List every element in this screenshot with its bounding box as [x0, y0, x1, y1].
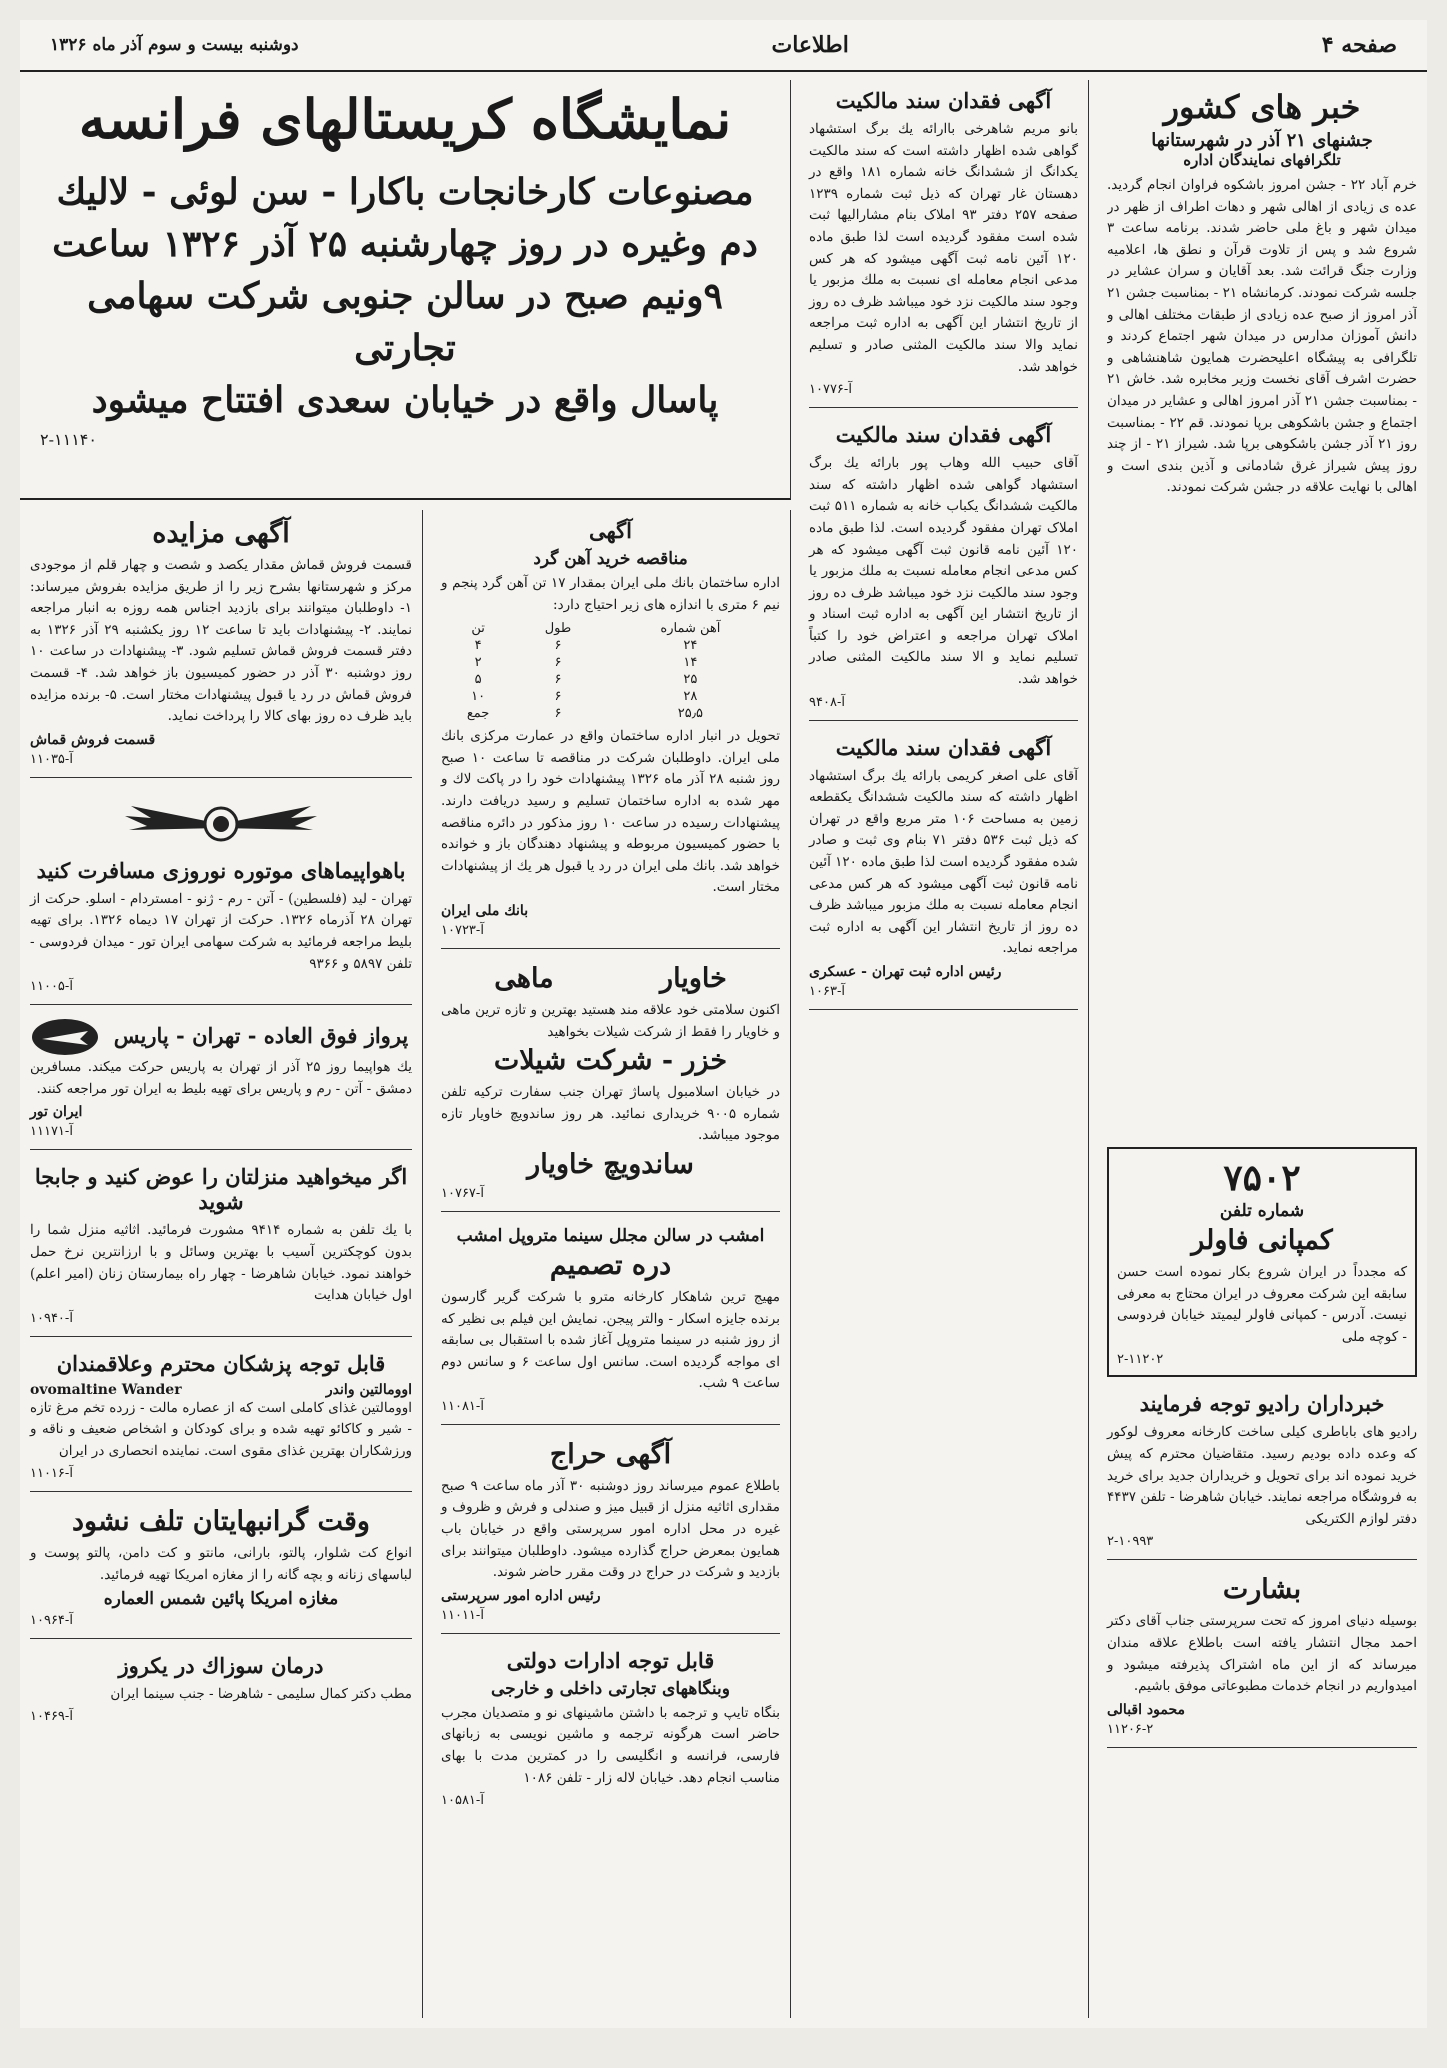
typing-title: قابل توجه ادارات دولتی: [506, 1647, 715, 1673]
table-cell: جمع: [466, 706, 490, 722]
cinema-subtitle: امشب در سالن مجلل سینما متروپل امشب: [456, 1225, 765, 1246]
news-column: [1097, 80, 1427, 2018]
fowler-body: که مجدداً در ایران شروع بکار نموده است حسن سابقه این شرکت معروف در ایران محتاج به معرفی نیست. آدرس - کمپانی فاولر لیمیتد خیابان فردوسی - کوچه ملی: [1117, 1264, 1407, 1345]
sandwich-title: ساندویچ خاویار: [527, 1148, 694, 1180]
table-cell: ۶: [554, 638, 562, 654]
page-number: صفحه ۴: [1321, 32, 1397, 58]
winged-logo-icon: [121, 796, 321, 852]
auction-body: باطلاع عموم میرساند روز دوشنبه ۳۰ آذر ماه ساعت ۹ صبح مقداری اثاثیه منزل از قبیل میز و صندلی و فرش و ظروف و غیره در محل اداره امور سرپرستی واقع در خیابان باب همایون بمعرض حراج گذارده میشود. داوطلبان میتوانند برای بازدید و شرکت در حراج در وقت مقرر حاضر شوند.: [441, 1477, 780, 1581]
news-subheading: جشنهای ۲۱ آذر در شهرستانها: [1151, 130, 1373, 151]
fowler-code: ۲-۱۱۲۰۲: [1117, 1352, 1164, 1368]
deed-notices-column: [799, 80, 1089, 2018]
ovomaltine-body: اوومالتین غذای کاملی است که از عصاره مالت - زرده تخم مرغ تازه - شیر و کاکائو تهیه شده و برای کودکان و اشخاص ضعیف و ناقه و ورزشکاران بهترین غذای مقوی است. نماینده انحصاری در ایران: [30, 1399, 412, 1459]
bisharat-code: ۱۱۲۰۶-۲: [1107, 1721, 1154, 1737]
left-ads-column: [20, 510, 423, 2018]
clinic-title: درمان سوزاك در یکروز: [118, 1652, 324, 1678]
table-cell: ۱۰: [471, 689, 486, 705]
bisharat-sign: محمود اقبالی: [1107, 1701, 1185, 1718]
fowler-ad: [1107, 1147, 1417, 1377]
radio-title: خبرداران رادیو توجه فرمایند: [1139, 1391, 1385, 1417]
auction-code: آ-۱۱۰۱۱: [441, 1607, 484, 1623]
deed-notice-3-body: آقای علی اصغر کریمی بارائه یك برگ استشهاد اظهار داشته که سند مالکیت ششدانگ یکقطعه زمین به مساحت ۱۰۶ متر مربع واقع در تهران که ذیل ثبت ۵۳۶ دفتر ۷۱ بنام وی ثبت و صادر شده مفقود گردیده است لذا طبق ماده ۱۲۰ آئین نامه قانون ثبت آگهی میشود که هر کس مدعی انجام معامله نسبت به ملك مزبور میباشد ظرف ده روز از تاریخ انتشار این آگهی به اداره ثبت مراجعه نماید.: [809, 767, 1079, 957]
bisharat-body: بوسیله دنیای امروز که تحت سرپرستی جناب آقای دکتر احمد مجال انتشار یافته است باطلاع علاقه مندان میرساند که از این ماه اشتراک پذیرفته میشود و امیدواریم در انجام خدمات مطبوعاتی موفق باشیم.: [1107, 1613, 1417, 1695]
clothing-ad: [30, 1498, 412, 1638]
ovomaltine-title: قابل توجه پزشکان محترم وعلاقمندان: [56, 1350, 386, 1376]
radio-ad: [1107, 1383, 1417, 1560]
moving-body: با یك تلفن به شماره ۹۴۱۴ مشورت فرمائید. اثاثیه منزل شما را بدون کوچکترین آسیب با بهترین وسائل و با ارزانترین نرخ حمل خواهند نمود. خیابان شاهرضا - چهار راه بیمارستان زنان (امیر اعلم) اول خیابان هدایت: [30, 1222, 412, 1304]
banner-code: ۲-۱۱۱۴۰: [40, 430, 97, 450]
table-cell: ۲۵٫۵: [677, 706, 703, 722]
tender-ad: [441, 510, 780, 949]
paris-flight-ad: [30, 1011, 412, 1150]
fowler-title: کمپانی فاولر: [1191, 1225, 1333, 1256]
ovomaltine-ad: [30, 1343, 412, 1493]
tender-intro: اداره ساختمان بانك ملی ایران بمقدار ۱۷ تن آهن گرد پنجم و نیم ۶ متری با اندازه های زیر احتیاج دارد:: [441, 575, 781, 613]
fowler-phone: ۷۵۰۲: [1223, 1157, 1301, 1199]
issue-date: دوشنبه بیست و سوم آذر ماه ۱۳۲۶: [50, 35, 299, 55]
typing-code: آ-۱۰۵۸۱: [441, 1793, 484, 1809]
bisharat-ad: [1107, 1566, 1417, 1747]
fish-title: ماهی: [494, 962, 554, 994]
typing-body: بنگاه تایپ و ترجمه با داشتن ماشینهای نو و متصدیان مجرب حاضر است هرگونه ترجمه و ماشین نویسی به زبانهای فارسی، فرانسه و انگلیسی را در کمترین مدت با بهای مناسب انجام دهد. خیابان لاله زار - تلفن ۱۰۸۶: [441, 1704, 780, 1786]
tender-sign: بانك ملی ایران: [441, 902, 529, 919]
deed-notice-1-body: بانو مریم شاهرخی باارائه یك برگ استشهاد گواهی شده اظهار داشته است که سند مالکیت یکدانگ از ششدانگ خانه شماره ۱۸۱ واقع در دهستان غار تهران که ذیل ثبت شماره ۱۲۳۹ صفحه ۲۵۷ دفتر ۹۳ املاک بنام مشارالیها ثبت شده است مفقود گردیده است لذا طبق ماده ۱۲۰ آئین نامه ثبت آگهی میشود که هر کس مدعی انجام معامله ای نسبت به ملك مزبور یا وجود سند مالکیت نزد خود میباشد ظرف ده روز از تاریخ انتشار این آگهی به اداره ثبت مراجعه نماید والا سند مالکیت المثنی صادر و تسلیم خواهد شد.: [809, 121, 1078, 375]
radio-code: ۲-۱۰۹۹۳: [1107, 1534, 1154, 1550]
mozayede-sign: قسمت فروش قماش: [30, 731, 156, 748]
ovomaltine-label-en: ovomaltine Wander: [30, 1381, 182, 1398]
deed-notice-1-code: آ-۱۰۷۷۶: [809, 382, 852, 398]
cinema-body: مهیج ترین شاهکار کارخانه مترو با شرکت گریر گارسون برنده جایزه اسکار - والتر پیجن. نمایش این فیلم بی نظیر که از روز شنبه در سینما متروپل آغاز شده با استقبال بی سابقه ای مواجه گردیده است. سانس اول ساعت ۶ و سانس دوم ساعت ۹ شب.: [441, 1288, 780, 1392]
tender-col-head: تن: [471, 621, 485, 637]
cinema-ad: [441, 1218, 780, 1425]
table-cell: ۶: [554, 672, 562, 688]
news-byline: تلگرافهای نمایندگان اداره: [1183, 151, 1341, 169]
paris-flight-header: [30, 1017, 412, 1057]
banner-line-3: ۹ونیم صبح در سالن جنوبی شرکت سهامی تجارتی: [87, 274, 723, 370]
deed-notice-2-title: آگهی فقدان سند مالکیت: [835, 422, 1052, 448]
table-row: [441, 637, 780, 654]
caviar-code: آ-۱۰۷۶۷: [441, 1185, 484, 1201]
caviar-title: خاویار: [660, 962, 727, 994]
ovomaltine-code: آ-۱۱۰۱۶: [30, 1466, 73, 1482]
airline-body: تهران - لید (فلسطین) - آتن - رم - ژنو - امستردام - اسلو. حرکت از تهران ۲۸ آذرماه ۱۳۲۶. حرکت از تهران ۱۷ دیماه ۱۳۲۶. برای تهیه بلیط مراجعه فرمائید به شرکت سهامی ایران تور - میدان فردوسی - تلفن ۵۸۹۷ و ۹۳۶۶: [30, 890, 413, 972]
banner-line-4: پاسال واقع در خیابان سعدی افتتاح میشود: [91, 379, 719, 422]
deed-notice-2-code: آ-۹۴۰۸: [809, 694, 845, 710]
clothing-title: وقت گرانبهایتان تلف نشود: [72, 1506, 370, 1538]
banner-line-1: مصنوعات کارخانجات باکارا - سن لوئی - لالیك: [56, 170, 754, 213]
airplane-logo-icon: [30, 1017, 100, 1057]
typing-subtitle: وبنگاههای تجارتی داخلی و خارجی: [491, 1678, 730, 1699]
table-cell: ۴: [474, 638, 482, 654]
airline-code: آ-۱۱۰۰۵: [30, 979, 73, 995]
shilat-title: خزر - شرکت شیلات: [493, 1045, 728, 1077]
fowler-phone-label: شماره تلفن: [1219, 1201, 1305, 1221]
ovomaltine-label-fa: اوومالتین واندر: [325, 1381, 412, 1398]
tender-code: آ-۱۰۷۲۳: [441, 922, 484, 938]
paper-name: اطلاعات: [771, 32, 849, 58]
caviar-body-2: در خیابان اسلامبول پاساژ تهران جنب سفارت ترکیه تلفن شماره ۹۰۰۵ خریداری نمائید. هر روز ساندویچ خاویار تازه موجود میباشد.: [441, 1084, 780, 1144]
center-ads-column: [431, 510, 791, 2018]
mozayede-code: آ-۱۱۰۳۵: [30, 751, 73, 767]
table-cell: ۶: [554, 706, 562, 722]
deed-notice-3-sign: رئیس اداره ثبت تهران - عسکری: [809, 964, 1002, 980]
table-cell: ۶: [554, 655, 562, 671]
auction-sign: رئیس اداره امور سرپرستی: [441, 1587, 601, 1604]
mozayede-body: قسمت فروش قماش مقدار یکصد و شصت و چهار قلم از موجودی مرکز و شهرستانها بشرح زیر را از طریق مزایده بفروش میرساند: ۱- داوطلبان میتوانند برای بازدید اجناس همه روزه به انبار مراجعه نمایند. ۲- پیشنهادات باید تا ساعت ۱۲ روز یکشنبه ۲۹ آذر ۱۳۲۶ به دفتر قسمت فروش قماش تسلیم شود. ۳- پیشنهادات در ساعت ۱۰ روز دوشنبه ۳۰ آذر در حضور کمیسیون باز خواهد شد. ۴- قسمت فروش قماش در رد یا قبول پیشنهادات مختار است. ۵- برنده مزایده باید ظرف ده روز بهای کالا را پرداخت نماید.: [30, 557, 413, 725]
airline-title: باهواپیماهای موتوره نوروزی مسافرت کنید: [36, 857, 406, 883]
table-row: [441, 654, 780, 671]
masthead: [20, 20, 1427, 72]
deed-notice-1: [809, 80, 1078, 408]
tender-col-head: طول: [544, 621, 572, 637]
deed-notice-2: [809, 414, 1078, 721]
table-cell: ۲۵: [683, 672, 698, 688]
cinema-code: آ-۱۱۰۸۱: [441, 1398, 484, 1414]
tender-table: [441, 620, 780, 722]
news-body: خرم آباد ۲۲ - جشن امروز باشکوه فراوان انجام گردید. عده ی زیادی از اهالی شهر و دهات اطراف از ظهر در میدان شهر و باغ ملی حاضر شدند. برنامه ساعت ۳ شروع شد و پس از تلاوت قرآن و نطق ها، اعلامیه وزارت جنگ قرائت شد. بعد آقایان و سران عشایر در جلسه شرکت نمودند. کرمانشاه ۲۱ - بمناسبت جشن ۲۱ آذر امروز از صبح عده زیادی از طبقات مختلف اهالی و دانش آموزان مدارس در میدان شهر اجتماع کردند و تلگرافی به پیشگاه اعلیحضرت همایون شاهنشاهی و حضرت اشرف آقای نخست وزیر مخابره شد. خاش ۲۱ - بمناسبت جشن ۲۱ آذر امروز اهالی و عشایر در میدان اجتماع و جشن باشکوهی برپا نمودند. قم ۲۲ - بمناسبت روز ۲۱ آذر جشن باشکوهی برپا شد. شیراز ۲۱ - از چند روز پیش شیراز غرق شادمانی و آذین بندی است و اهالی با نهایت علاقه در جشن شرکت نمودند.: [1107, 177, 1417, 496]
news-heading: خبر های کشور: [1163, 88, 1361, 126]
deed-notice-1-title: آگهی فقدان سند مالکیت: [835, 88, 1052, 113]
table-row: [441, 688, 780, 705]
caviar-header: [441, 961, 780, 1000]
tender-col-head: آهن شماره: [660, 621, 721, 637]
tender-subtitle: مناقصه خرید آهن گرد: [533, 549, 688, 569]
table-cell: ۵: [474, 672, 482, 688]
auction-title: آگهی حراج: [549, 1438, 672, 1470]
clinic-body: مطب دکتر کمال سلیمی - شاهرضا - جنب سینما ایران: [110, 1685, 412, 1702]
deed-notice-3-code: آ-۱۰۶۳: [809, 984, 845, 999]
auction-ad: [441, 1431, 780, 1634]
crystal-exhibition-banner: [20, 80, 791, 500]
cinema-title: دره تصمیم: [549, 1249, 672, 1281]
newspaper-page: [20, 20, 1427, 2028]
mozayede-title: آگهی مزایده: [152, 518, 290, 549]
table-cell: ۲۸: [683, 689, 698, 705]
clinic-code: آ-۱۰۴۶۹: [30, 1709, 73, 1725]
deed-notice-2-body: آقای حبیب الله وهاب پور بارائه یك برگ استشهاد گواهی شده اظهار داشته که سند مالکیت ششدانگ یکباب خانه به شماره ۵۱۱ ثبت املاک تهران مفقود گردیده است. لذا طبق ماده ۱۲۰ آئین نامه قانون ثبت آگهی میشود که هر کس مدعی انجام معامله نسبت به ملك مزبور یا وجود سند مالکیت نزد خود میباشد ظرف ده روز از تاریخ انتشار این آگهی به اداره ثبت اسناد و املاک تهران مراجعه و اعتراض خود را کتباً تسلیم نماید و الا سند مالکیت المثنی صادر خواهد شد.: [809, 455, 1078, 688]
airline-emblem: [30, 796, 412, 852]
typing-ad: [441, 1640, 780, 1818]
caviar-body: اکنون سلامتی خود علاقه مند هستید بهترین و تازه ترین ماهی و خاویار را فقط از شرکت شیلات بخواهید: [441, 1001, 780, 1040]
clothing-sign: مغازه امریکا پائین شمس العماره: [103, 1588, 339, 1609]
table-cell: ۲۴: [683, 638, 698, 654]
moving-ad: [30, 1156, 412, 1336]
tender-body: تحویل در انبار اداره ساختمان واقع در عمارت مرکزی بانك ملی ایران. داوطلبان شرکت در مناقصه تا ساعت ۱۰ صبح روز شنبه ۲۸ آذر ماه ۱۳۲۶ پیشنهادات خود را در پاکت لاك و مهر شده به اداره ساختمان تسلیم و رسید دریافت دارند. پیشنهادات رسیده در ساعت ۱۰ روز مذکور در دائره مناقصه با حضور کمیسیون مربوطه و پیشنهاد دهندگان باز و خوانده خواهد شد. بانك ملی ایران در رد یا قبول هر یك از پیشنهادات مختار است.: [440, 728, 780, 896]
tender-auction-ad: [30, 510, 412, 778]
radio-body: رادیو های باباطری کیلی ساخت کارخانه معروف لوکور که وعده داده بودیم رسید. متقاضیان محترم که پیش خرید نموده اند برای تحویل و خریداران جدید برای خرید به فروشگاه مراجعه نمایند. خیابان شاهرضا - تلفن ۴۴۳۷ دفتر لوازم الکتریکی: [1107, 1424, 1417, 1527]
ovomaltine-labels: [30, 1382, 412, 1398]
moving-title: اگر میخواهید منزلتان را عوض کنید و جابجا شوید: [34, 1164, 408, 1215]
clinic-ad: [30, 1645, 412, 1735]
table-cell: ۶: [554, 689, 562, 705]
caviar-ad: [441, 955, 780, 1212]
deed-notice-3-title: آگهی فقدان سند مالکیت: [835, 734, 1052, 760]
moving-code: آ-۱۰۹۴۰: [30, 1310, 73, 1326]
bisharat-title: بشارت: [1222, 1574, 1302, 1606]
deed-notice-3: [809, 727, 1078, 1010]
clothing-code: آ-۱۰۹۶۴: [30, 1612, 73, 1628]
table-row: [441, 671, 780, 688]
table-row: [441, 705, 780, 722]
paris-flight-sign: ایران تور: [30, 1104, 83, 1121]
airline-ad: [30, 784, 412, 1005]
table-cell: ۲: [474, 655, 482, 671]
table-cell: ۱۴: [683, 655, 698, 671]
paris-flight-title: پرواز فوق العاده - تهران - پاریس: [113, 1022, 409, 1048]
banner-title: نمایشگاه کریستالهای فرانسه: [78, 87, 732, 151]
tender-title: آگهی: [588, 518, 632, 543]
paris-flight-code: آ-۱۱۱۷۱: [30, 1124, 73, 1140]
paris-flight-body: یك هواپیما روز ۲۵ آذر از تهران به پاریس حرکت میکند. مسافرین دمشق - آتن - رم و پاریس برای تهیه بلیط به ایران تور مراجعه کنند.: [30, 1059, 412, 1097]
clothing-body: انواع کت شلوار، پالتو، بارانی، مانتو و کت دامن، پالتو پوست و لباسهای زنانه و بچه گانه را از مغازه امریکا تهیه فرمائید.: [30, 1545, 412, 1584]
banner-line-2: دم وغیره در روز چهارشنبه ۲۵ آذر ۱۳۲۶ ساعت: [52, 222, 758, 265]
